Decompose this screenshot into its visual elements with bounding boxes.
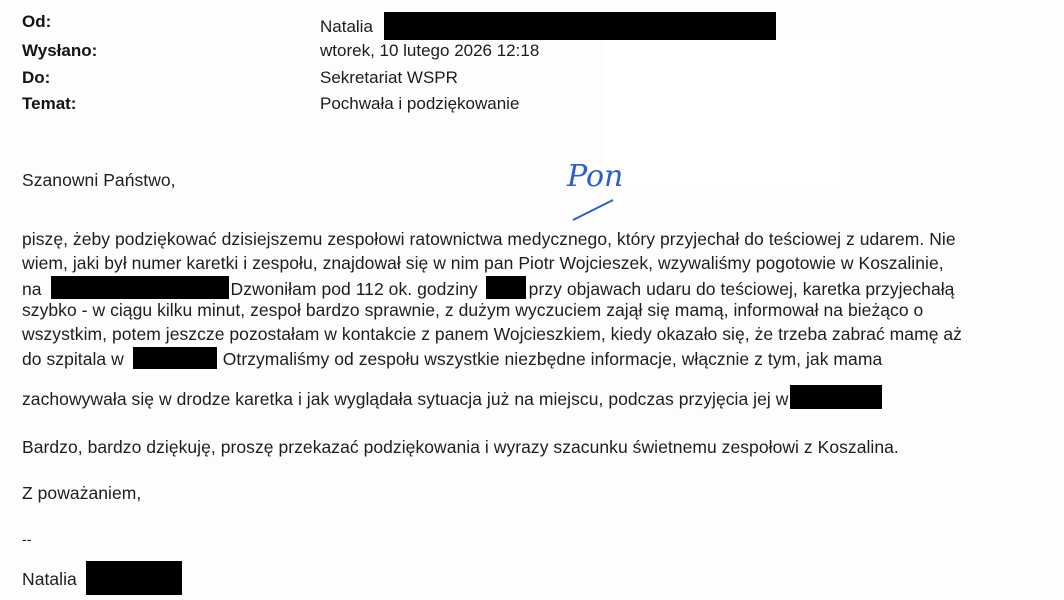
redaction-block xyxy=(86,561,182,595)
signature-name: Natalia xyxy=(22,569,77,589)
to-label: Do: xyxy=(22,68,51,87)
body-line-7 xyxy=(22,385,882,410)
handwritten-stroke xyxy=(573,200,613,220)
subject-value: Pochwała i podziękowanie xyxy=(320,94,520,113)
body-line-7-text: zachowywała się w drodze karetka i jak wyglądała sytuacja już na miejscu, podczas przyjęcia jej w xyxy=(22,389,789,409)
body-line-3-start: na xyxy=(22,279,42,299)
body-line-3 xyxy=(22,276,954,300)
closing: Z poważaniem, xyxy=(22,483,142,503)
body-line-3-end: przy objawach udaru do teściowej, karetka przyjechałą xyxy=(528,279,955,299)
sent-value: wtorek, 10 lutego 2026 12:18 xyxy=(320,41,540,60)
sent-label: Wysłano: xyxy=(22,41,98,60)
handwritten-note-text: Pon xyxy=(567,159,623,194)
body-line-6 xyxy=(22,347,882,370)
signature-separator: -- xyxy=(22,531,32,547)
redaction-block xyxy=(384,12,776,40)
from-name: Natalia xyxy=(320,17,373,36)
body-line-6-end: Otrzymaliśmy od zespołu wszystkie niezbędne informacje, włącznie z tym, jak mama xyxy=(222,349,883,369)
from-label: Od: xyxy=(22,12,52,31)
redaction-block xyxy=(51,276,229,299)
body-line-4: szybko - w ciągu kilku minut, zespoł bardzo sprawnie, z dużym wyczuciem zajął się mamą, informował na bieżąco o xyxy=(22,300,924,320)
redaction-block xyxy=(486,276,526,299)
to-value: Sekretariat WSPR xyxy=(320,68,458,87)
subject-label: Temat: xyxy=(22,94,77,113)
greeting: Szanowni Państwo, xyxy=(22,170,176,190)
redaction-block xyxy=(133,347,217,369)
body-paragraph-2: Bardzo, bardzo dziękuję, proszę przekazać podziękowania i wyrazy szacunku świetnemu zespołowi z Koszalina. xyxy=(22,437,899,457)
body-line-5: wszystkim, potem jeszcze pozostałam w kontakcie z panem Wojcieszkiem, kiedy okazało się, że trzeba zabrać mamę aż xyxy=(22,324,962,344)
redaction-block xyxy=(790,385,882,409)
body-line-1: piszę, żeby podziękować dzisiejszemu zespołowi ratownictwa medycznego, który przyjechał do teściowej z udarem. Nie xyxy=(22,229,956,249)
blank-stamp-area xyxy=(605,40,842,190)
handwritten-note xyxy=(563,140,623,230)
body-line-3-middle: Dzwoniłam pod 112 ok. godziny xyxy=(230,279,478,299)
signature xyxy=(22,561,182,595)
from-value xyxy=(320,12,776,40)
body-line-2: wiem, jaki był numer karetki i zespołu, znajdował się w nim pan Piotr Wojcieszek, wzywaliśmy pogotowie w Koszalinie, xyxy=(22,253,944,273)
body-line-6-start: do szpitala w xyxy=(22,349,124,369)
